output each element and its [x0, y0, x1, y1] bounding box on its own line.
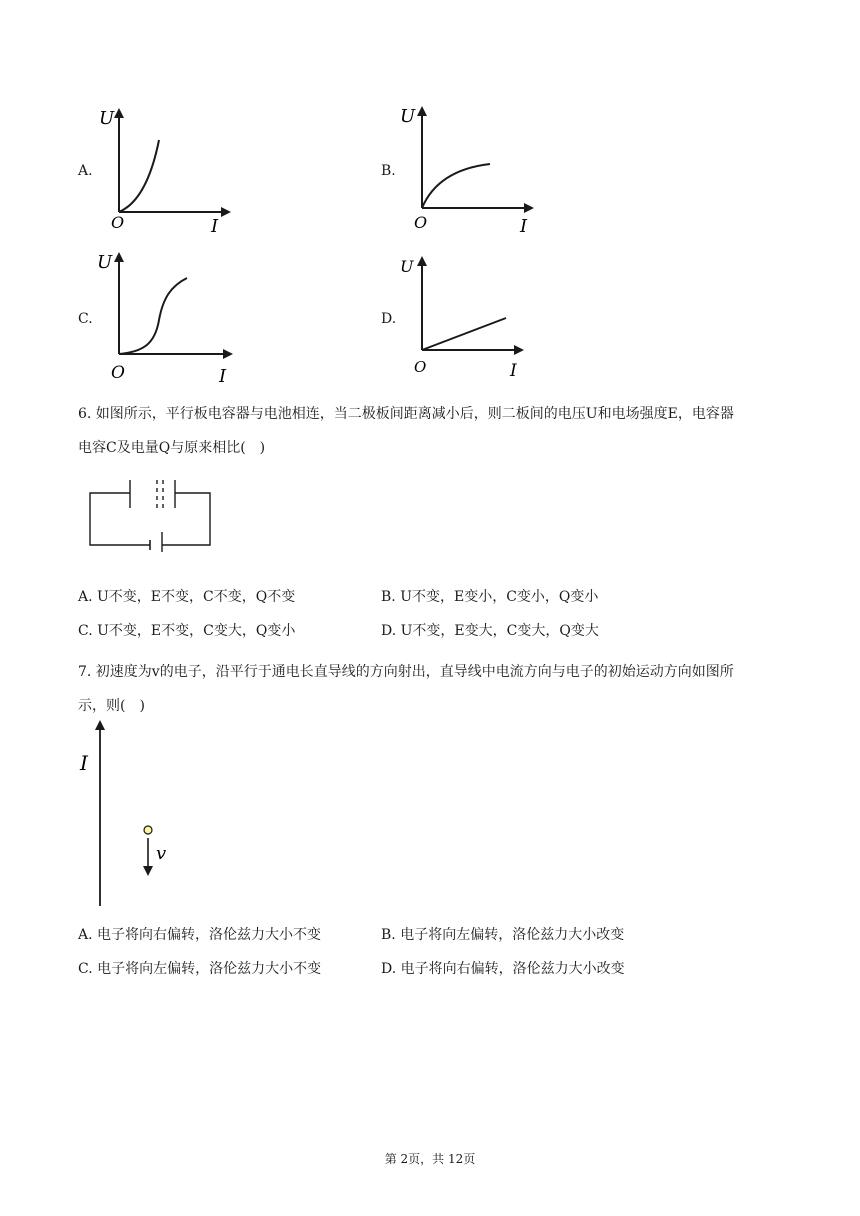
y-axis-label: U: [97, 252, 113, 273]
option-b-label: B.: [381, 163, 396, 179]
q6-option-b[interactable]: B. U不变，E变小，C变小，Q变小: [381, 589, 599, 605]
y-axis-label: U: [400, 257, 414, 276]
curve: [119, 140, 159, 212]
graph-d: [398, 252, 568, 388]
origin-label: O: [414, 358, 427, 376]
y-axis-label: U: [400, 106, 416, 127]
electron-dot: [144, 826, 152, 834]
y-axis-label: U: [99, 108, 115, 129]
x-axis-label: I: [520, 216, 528, 237]
wire-electron-diagram: [76, 716, 186, 910]
x-axis-label: I: [211, 216, 219, 237]
option-c-label: C.: [78, 311, 93, 327]
left-wire: [90, 493, 150, 545]
q7-option-b[interactable]: B. 电子将向左偏转，洛伦兹力大小改变: [381, 927, 625, 943]
q7-option-a[interactable]: A. 电子将向右偏转，洛伦兹力大小不变: [78, 927, 322, 943]
graph-b: [398, 100, 568, 240]
origin-label: O: [414, 213, 428, 232]
graph-a: [95, 100, 265, 240]
capacitor-circuit-diagram: [86, 476, 216, 552]
x-axis-label: I: [510, 361, 517, 381]
straight-line: [422, 318, 506, 350]
curve: [422, 164, 490, 208]
graph-c: [95, 248, 265, 388]
option-d-label: D.: [381, 311, 397, 327]
origin-label: O: [111, 363, 125, 383]
q7-option-d[interactable]: D. 电子将向右偏转，洛伦兹力大小改变: [381, 961, 625, 977]
question-6-line-1: 6. 如图所示，平行板电容器与电池相连，当二极板间距离减小后，则二板间的电压U和电场强度E，电容器: [78, 406, 734, 422]
q6-option-d[interactable]: D. U不变，E变大，C变大，Q变大: [381, 623, 599, 639]
curve: [119, 278, 187, 354]
question-7-line-2: 示，则( ): [78, 698, 145, 714]
origin-label: O: [111, 213, 125, 232]
q6-option-c[interactable]: C. U不变，E不变，C变大，Q变小: [78, 623, 296, 639]
x-axis-label: I: [219, 366, 227, 387]
right-wire: [162, 493, 210, 545]
q6-option-a[interactable]: A. U不变，E不变，C不变，Q不变: [78, 589, 296, 605]
velocity-label: v: [156, 843, 167, 864]
question-7-line-1: 7. 初速度为v的电子，沿平行于通电长直导线的方向射出，直导线中电流方向与电子的初始运动方向如图所: [78, 664, 734, 680]
current-label: I: [80, 751, 88, 775]
q7-option-c[interactable]: C. 电子将向左偏转，洛伦兹力大小不变: [78, 961, 322, 977]
option-a-label: A.: [78, 163, 93, 179]
question-6-line-2: 电容C及电量Q与原来相比( ): [78, 440, 266, 456]
page-footer: 第 2页，共 12页: [384, 1152, 476, 1166]
